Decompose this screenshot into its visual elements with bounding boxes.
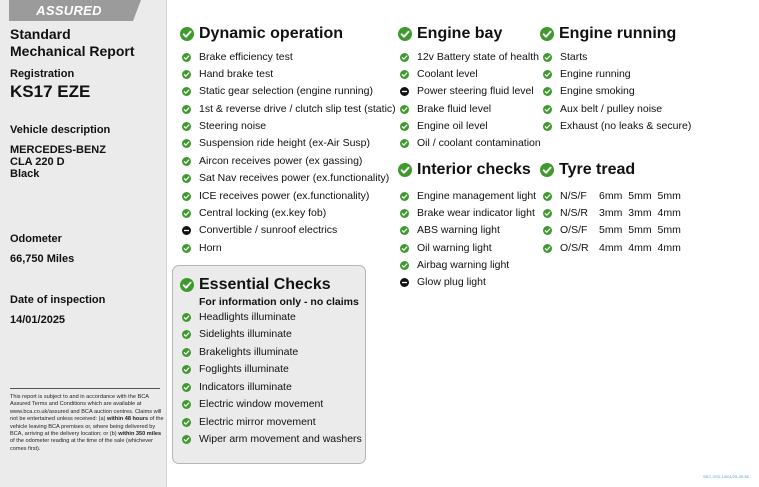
tyre-tread-values: 4mm 4mm 4mm: [599, 242, 681, 254]
vehicle-line: CLA 220 D: [10, 156, 65, 168]
pass-check-icon: [182, 400, 191, 409]
pass-check-icon: [398, 27, 412, 41]
check-item-label: Sidelights illuminate: [199, 328, 292, 340]
report-title-line: Standard: [10, 26, 71, 42]
pass-check-icon: [400, 192, 409, 201]
disclaimer-emphasis: within 48 hours: [107, 416, 149, 423]
pass-check-icon: [540, 163, 554, 177]
check-item-label: Headlights illuminate: [199, 311, 296, 323]
terms-disclaimer: [10, 394, 166, 453]
section-title-text: Interior checks: [417, 161, 531, 178]
pass-check-icon: [182, 244, 191, 253]
tyre-item: [543, 207, 588, 219]
check-item-label: Glow plug light: [417, 276, 486, 288]
check-item-label: Oil / coolant contamination: [417, 137, 541, 149]
check-item: [400, 85, 534, 97]
pass-check-icon: [182, 435, 191, 444]
check-item-label: Brake fluid level: [417, 103, 492, 115]
check-item-label: ICE receives power (ex.functionality): [199, 190, 370, 202]
check-item: [400, 137, 541, 149]
pass-check-icon: [400, 70, 409, 79]
pass-check-icon: [182, 209, 191, 218]
pass-check-icon: [182, 174, 191, 183]
not-applicable-icon: [400, 278, 409, 287]
check-item: [400, 120, 488, 132]
check-item: [182, 68, 273, 80]
disclaimer-text: of the vehicle leaving BCA premises or, where being delivered by BCA, arriving at the delivery location; or (b): [10, 416, 164, 438]
check-item-label: Engine smoking: [560, 85, 635, 97]
check-item-label: Aux belt / pulley noise: [560, 103, 663, 115]
check-item: [182, 416, 316, 428]
report-title-line: Mechanical Report: [10, 43, 135, 59]
check-item-label: Indicators illuminate: [199, 381, 292, 393]
disclaimer-emphasis: within 350 miles: [118, 431, 162, 438]
check-item-label: Horn: [199, 242, 222, 254]
section-title-text: Engine bay: [417, 25, 503, 42]
section-title-text: Tyre tread: [559, 161, 636, 178]
vehicle-line: MERCEDES-BENZ: [10, 144, 106, 156]
pass-check-icon: [182, 122, 191, 131]
essential-checks-title: [180, 276, 331, 294]
check-item: [182, 103, 396, 115]
check-item: [543, 51, 587, 63]
check-item: [400, 190, 536, 202]
check-item-label: Suspension ride height (ex-Air Susp): [199, 137, 371, 149]
pass-check-icon: [182, 70, 191, 79]
check-item-label: Aircon receives power (ex gassing): [199, 155, 363, 167]
pass-check-icon: [400, 209, 409, 218]
inspection-date-label: Date of inspection: [10, 294, 106, 306]
check-item: [543, 120, 691, 132]
tyre-tread-values: 6mm 5mm 5mm: [599, 190, 681, 202]
check-item-label: Hand brake test: [199, 68, 274, 80]
check-item-label: Central locking (ex.key fob): [199, 207, 327, 219]
pass-check-icon: [400, 226, 409, 235]
pass-check-icon: [182, 53, 191, 62]
pass-check-icon: [182, 192, 191, 201]
check-item: [400, 68, 478, 80]
pass-check-icon: [180, 278, 194, 292]
check-item-label: Engine running: [560, 68, 631, 80]
pass-check-icon: [543, 87, 552, 96]
tyre-position-label: O/S/R: [560, 242, 589, 254]
check-item: [182, 155, 362, 167]
vehicle-description: [10, 144, 106, 180]
tyre-item: [543, 190, 587, 202]
tyre-position-label: O/S/F: [560, 224, 588, 236]
check-item-label: Exhaust (no leaks & secure): [560, 120, 692, 132]
check-item-label: Power steering fluid level: [417, 85, 534, 97]
pass-check-icon: [543, 226, 552, 235]
check-item-label: Sat Nav receives power (ex.functionality): [199, 172, 390, 184]
check-item: [182, 398, 323, 410]
pass-check-icon: [543, 122, 552, 131]
section-title-text: Dynamic operation: [199, 25, 344, 42]
check-item: [182, 190, 369, 202]
pass-check-icon: [182, 383, 191, 392]
pass-check-icon: [180, 27, 194, 41]
check-item-label: 1st & reverse drive / clutch slip test (static): [199, 103, 396, 115]
pass-check-icon: [400, 53, 409, 62]
check-item-label: Brake efficiency test: [199, 51, 293, 63]
tyre-tread-values: 3mm 3mm 4mm: [599, 207, 681, 219]
registration-label: Registration: [10, 68, 75, 80]
check-item-label: Foglights illuminate: [199, 363, 289, 375]
pass-check-icon: [182, 348, 191, 357]
check-item-label: Electric mirror movement: [199, 416, 316, 428]
pass-check-icon: [543, 70, 552, 79]
pass-check-icon: [543, 244, 552, 253]
check-item: [182, 137, 370, 149]
vehicle-description-label: Vehicle description: [10, 124, 111, 136]
check-item: [400, 51, 539, 63]
pass-check-icon: [400, 105, 409, 114]
dynamic-operation-title: [180, 25, 343, 43]
tyre-position-label: N/S/F: [560, 190, 587, 202]
pass-check-icon: [540, 27, 554, 41]
check-item-label: Oil warning light: [417, 242, 492, 254]
check-item-label: Steering noise: [199, 120, 267, 132]
tyre-position-label: N/S/R: [560, 207, 589, 219]
engine-bay-title: [398, 25, 502, 43]
check-item-label: Static gear selection (engine running): [199, 85, 373, 97]
pass-check-icon: [400, 244, 409, 253]
check-item-label: Convertible / sunroof electrics: [199, 224, 338, 236]
not-applicable-icon: [400, 87, 409, 96]
check-item: [543, 85, 635, 97]
check-item-label: Wiper arm movement and washers: [199, 433, 362, 445]
check-item: [400, 224, 500, 236]
section-title-text: Engine running: [559, 25, 677, 42]
check-item: [182, 172, 389, 184]
pass-check-icon: [543, 192, 552, 201]
check-item-label: Starts: [560, 51, 588, 63]
pass-check-icon: [543, 53, 552, 62]
check-item: [543, 68, 631, 80]
pass-check-icon: [400, 139, 409, 148]
odometer-label: Odometer: [10, 233, 62, 245]
check-item: [182, 120, 266, 132]
odometer-value: 66,750 Miles: [10, 253, 75, 265]
pass-check-icon: [182, 418, 191, 427]
check-item-label: Engine oil level: [417, 120, 488, 132]
disclaimer-text: of the odometer reading at the time of the sale (whichever comes first).: [10, 438, 154, 452]
disclaimer-divider: [10, 388, 160, 389]
check-item: [182, 311, 296, 323]
pass-check-icon: [543, 209, 552, 218]
check-item: [182, 363, 289, 375]
check-item-label: Electric window movement: [199, 398, 324, 410]
check-item: [543, 103, 662, 115]
report-title: [10, 26, 134, 60]
engine-running-title: [540, 25, 676, 43]
check-item: [182, 207, 326, 219]
pass-check-icon: [182, 105, 191, 114]
assured-banner: [9, 0, 141, 21]
check-item-label: Coolant level: [417, 68, 478, 80]
disclaimer-text: This report is subject to and in accordance with the BCA Assured Terms and Conditions which are available at www.bca.co.uk/assured and BCA auction centres. Claims will not be entertained unless received: (a): [10, 394, 162, 423]
check-item-label: Brakelights illuminate: [199, 346, 299, 358]
check-item: [182, 346, 298, 358]
pass-check-icon: [182, 87, 191, 96]
check-item: [182, 381, 292, 393]
interior-checks-title: [398, 161, 531, 179]
check-item: [400, 103, 491, 115]
check-item-label: Airbag warning light: [417, 259, 510, 271]
pass-check-icon: [400, 261, 409, 270]
assured-banner-text: ASSURED: [36, 3, 102, 18]
vehicle-line: Black: [10, 168, 40, 180]
report-sidebar: [0, 0, 167, 487]
tyre-tread-title: [540, 161, 635, 179]
check-item: [182, 85, 373, 97]
tyre-tread-values: 5mm 5mm 5mm: [599, 224, 681, 236]
tyre-item: [543, 242, 589, 254]
pass-check-icon: [182, 365, 191, 374]
check-item: [182, 224, 337, 236]
check-item-label: Brake wear indicator light: [417, 207, 535, 219]
section-title-text: Essential Checks: [199, 276, 331, 293]
check-item-label: 12v Battery state of health: [417, 51, 539, 63]
check-item: [400, 259, 509, 271]
pass-check-icon: [182, 139, 191, 148]
inspection-date-value: 14/01/2025: [10, 314, 66, 326]
check-item-label: Engine management light: [417, 190, 537, 202]
pass-check-icon: [398, 163, 412, 177]
registration-value: KS17 EZE: [10, 82, 91, 101]
check-item: [182, 433, 362, 445]
report-reference-code: SEC-3YD-14/01/25-09:38: [703, 474, 749, 479]
pass-check-icon: [400, 122, 409, 131]
check-item: [400, 276, 486, 288]
essential-checks-subtitle: For information only - no claims: [199, 296, 359, 308]
pass-check-icon: [543, 105, 552, 114]
check-item: [400, 242, 492, 254]
not-applicable-icon: [182, 226, 191, 235]
check-item: [400, 207, 535, 219]
check-item: [182, 242, 222, 254]
tyre-item: [543, 224, 587, 236]
pass-check-icon: [182, 330, 191, 339]
check-item: [182, 328, 292, 340]
check-item: [182, 51, 293, 63]
check-item-label: ABS warning light: [417, 224, 500, 236]
pass-check-icon: [182, 157, 191, 166]
pass-check-icon: [182, 313, 191, 322]
